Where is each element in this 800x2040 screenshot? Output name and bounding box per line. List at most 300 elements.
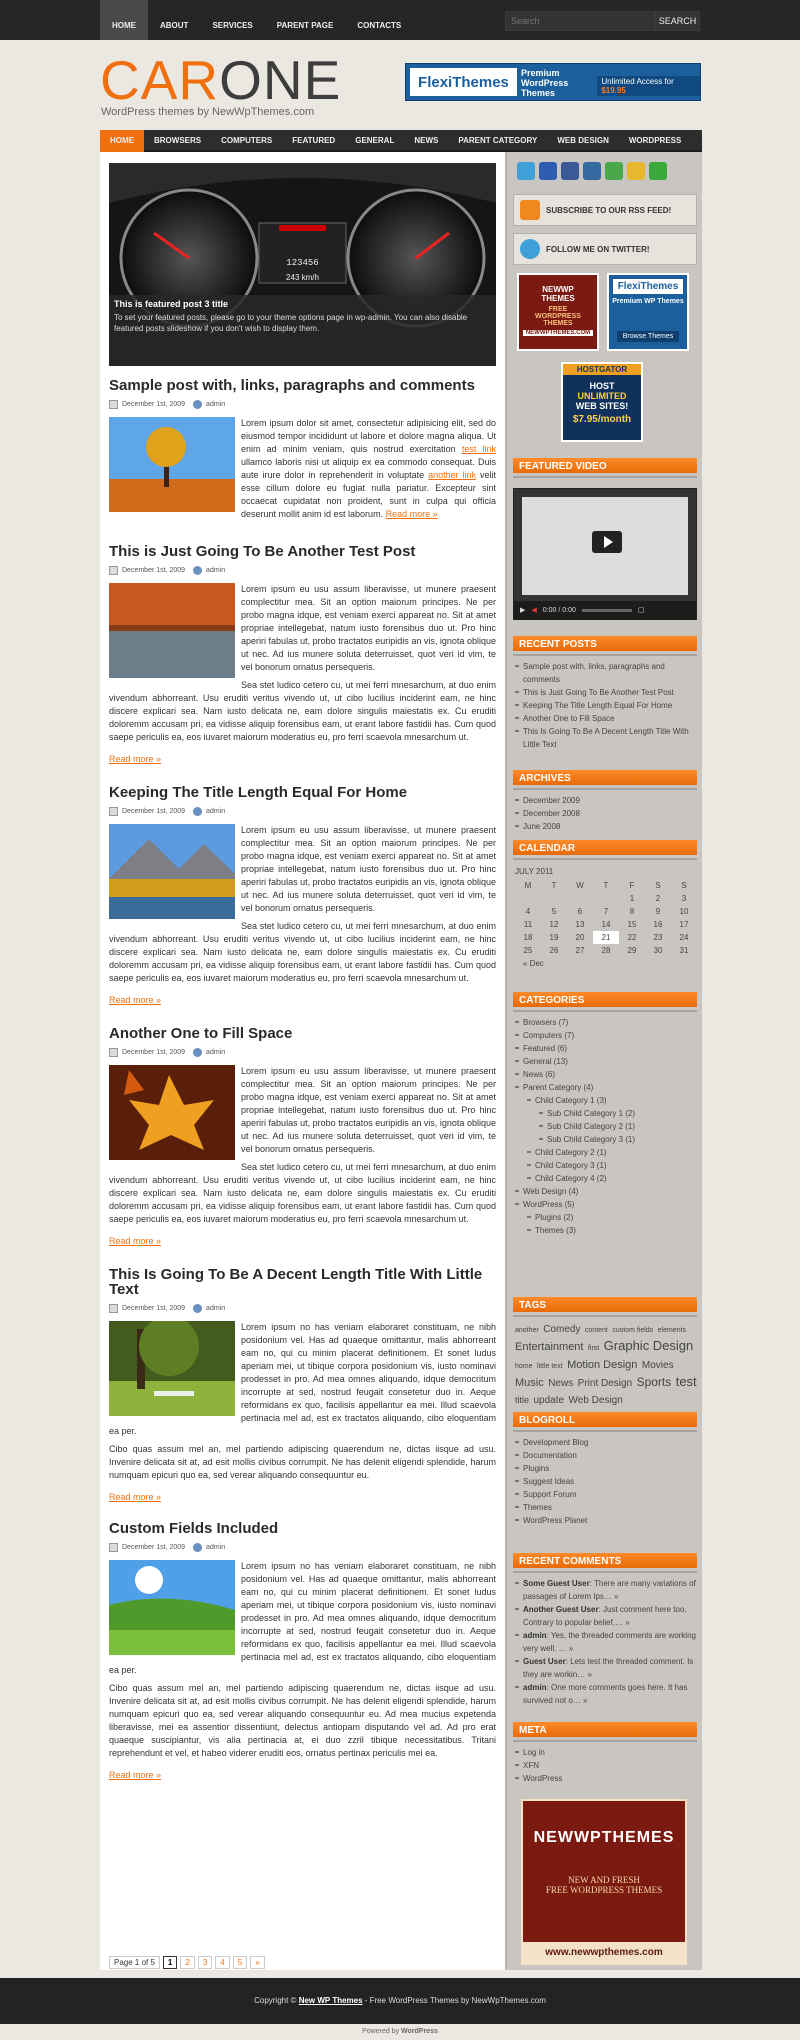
nav-news[interactable]: NEWS [414, 136, 439, 145]
calendar-day: 24 [679, 933, 689, 942]
post-date: December 1st, 2009 [122, 1543, 186, 1551]
meta-link[interactable]: WordPress [515, 1772, 697, 1785]
post-date: December 1st, 2009 [122, 807, 186, 815]
post [109, 1267, 496, 1505]
video-time: 0:00 / 0:00 [542, 606, 576, 614]
recent-comments-list [515, 1577, 697, 1707]
read-more-link[interactable]: Read more » [109, 1236, 162, 1246]
read-more-link[interactable]: Read more » [109, 995, 162, 1005]
calendar-day-header: T [551, 881, 557, 890]
facebook-icon[interactable] [561, 162, 579, 180]
calendar-day: 18 [523, 933, 533, 942]
tag-link[interactable]: another [515, 1327, 539, 1334]
calendar-day: 26 [549, 946, 559, 955]
widget-title-archives: ARCHIVES [513, 770, 697, 788]
calendar-day: 25 [523, 946, 533, 955]
post [109, 1521, 496, 1783]
gauge-readout: 123456 [286, 258, 319, 268]
page-current: 1 [163, 1956, 177, 1969]
user-icon [193, 566, 202, 575]
tag-link[interactable]: update [533, 1395, 565, 1406]
calendar-widget [515, 867, 697, 968]
nav-featured[interactable]: FEATURED [292, 136, 336, 145]
comment-user[interactable]: Guest User [523, 1657, 566, 1666]
post-thumbnail-autumn-tree[interactable] [109, 417, 235, 512]
logo-part-one: ONE [219, 49, 342, 111]
bigad-line3: FREE WORDPRESS THEMES [545, 1885, 663, 1895]
blogroll-link[interactable]: Suggest Ideas [515, 1475, 697, 1488]
top-bar [0, 0, 800, 40]
calendar-day-header: F [629, 881, 635, 890]
calendar-icon [109, 1304, 118, 1313]
footer-site-link[interactable]: New WP Themes [298, 1996, 363, 2005]
recent-post-link[interactable]: Keeping The Title Length Equal For Home [515, 699, 697, 712]
post-date: December 1st, 2009 [122, 566, 186, 574]
main-nav [100, 130, 702, 152]
featured-caption [109, 295, 496, 366]
topnav-about[interactable]: ABOUT [160, 21, 189, 30]
banner-line3: Themes [520, 88, 555, 98]
post-author[interactable]: admin [206, 1304, 226, 1312]
calendar-day [567, 892, 593, 905]
calendar-day: 4 [525, 907, 531, 916]
nav-home[interactable]: HOME [100, 130, 144, 152]
twitter-follow-box[interactable] [513, 233, 697, 265]
post-author[interactable]: admin [206, 1543, 226, 1551]
top-nav [100, 0, 413, 40]
calendar-day: 8 [629, 907, 635, 916]
category-link[interactable]: Plugins (2) [527, 1211, 697, 1224]
recent-posts-list [515, 660, 697, 751]
calendar-day: 19 [549, 933, 559, 942]
archive-link[interactable]: June 2008 [515, 820, 697, 833]
topnav-contacts[interactable]: CONTACTS [357, 21, 402, 30]
ad3-brand: HOSTGATOR [563, 364, 641, 375]
tag-link[interactable]: News [548, 1378, 574, 1389]
post-title[interactable]: This is Just Going To Be Another Test Post [109, 543, 416, 560]
tag-link[interactable]: Movies [641, 1360, 674, 1371]
powered-by [0, 2028, 800, 2035]
widget-title-meta: META [513, 1722, 697, 1740]
category-link[interactable]: Child Category 3 (1) [527, 1159, 697, 1172]
post-date: December 1st, 2009 [122, 1048, 186, 1056]
blogroll-link[interactable]: Support Forum [515, 1488, 697, 1501]
tag-link[interactable]: Sports [636, 1375, 672, 1389]
archive-link[interactable]: December 2008 [515, 807, 697, 820]
tag-link[interactable]: custom fields [612, 1327, 654, 1334]
twitter-icon[interactable] [517, 162, 535, 180]
post-thumbnail-maple-leaves[interactable] [109, 1065, 235, 1160]
ad3-line1: HOST [589, 381, 615, 391]
calendar-day: 5 [551, 907, 557, 916]
tag-link[interactable]: title [515, 1395, 530, 1405]
calendar-day: 16 [653, 920, 663, 929]
delicious-icon[interactable] [539, 162, 557, 180]
calendar-day: 1 [629, 894, 635, 903]
banner-line2: WordPress [520, 78, 569, 88]
topnav-parent-page[interactable]: PARENT PAGE [276, 21, 334, 30]
site-logo[interactable] [100, 49, 342, 111]
post-excerpt-2: Sea stet ludico cetero cu, ut mei ferri mnesarchum, at duo enim vivendum abhorreant. Usu eruditi veritus vivendo ut, ut cibo lucilius inciderint eam, ne hinc discere explicari sea. Nam iusto delicata ne, eam dolore singulis maiestatis ex. Cu eruditi doloremm accusam pri, ea vidisse aliquip forensibus eam, ut erant labore fastidii has. Cum quod saepe periculis ea, eos iuvaret maiorum moderatius eu, pro ferri scaevola mnesarchum ut. [109, 680, 496, 742]
calendar-day: 29 [627, 946, 637, 955]
post-excerpt-2: Cibo quas assum mel an, mel partiendo adipiscing quaerendum ne, dictas iisque ad usu. Invenire delicata sit at, ad esit mollis civibus corrumpit. Ne has delenit eligendi splendide, harum numquam epicuri quo ea, sed verear aliquando consequuntur eu. [109, 1444, 496, 1480]
tag-link[interactable]: Music [515, 1377, 544, 1389]
calendar-day: 14 [601, 920, 611, 929]
category-link[interactable]: Child Category 2 (1) [527, 1146, 697, 1159]
category-link[interactable]: News (6) [515, 1068, 697, 1081]
ad2-browse-button: Browse Themes [617, 331, 679, 342]
nav-web-design[interactable]: WEB DESIGN [557, 136, 609, 145]
calendar-day: 20 [575, 933, 585, 942]
newwpthemes-ad-small[interactable] [517, 273, 599, 351]
comment-user[interactable]: admin [523, 1683, 547, 1692]
site-tagline: WordPress themes by NewWpThemes.com [101, 106, 315, 118]
sidebar [505, 152, 702, 1970]
banner-offer [597, 76, 700, 96]
tag-link[interactable]: Comedy [543, 1324, 581, 1335]
topnav-services[interactable]: SERVICES [212, 21, 253, 30]
ad1-line4: WORDPRESS [535, 313, 581, 320]
rss-subscribe-box[interactable] [513, 194, 697, 226]
recent-post-link[interactable]: Sample post with, links, paragraphs and comments [515, 660, 697, 686]
volume-icon[interactable]: ◀ [531, 607, 537, 614]
widget-title-calendar: CALENDAR [513, 840, 697, 858]
blogroll-list [515, 1436, 697, 1527]
calendar-day [593, 892, 619, 905]
test-link[interactable]: test link [461, 444, 496, 454]
user-icon [193, 1304, 202, 1313]
recent-post-link[interactable]: This is Just Going To Be Another Test Post [515, 686, 697, 699]
page-link[interactable]: 4 [215, 1956, 229, 1969]
comment-text[interactable]: : Yes, the threaded comments are working very well. … » [523, 1631, 696, 1653]
tag-link[interactable]: Web Design [568, 1395, 623, 1406]
footer [0, 1978, 800, 2024]
calendar-day: 13 [575, 920, 585, 929]
post-thumbnail-mountains[interactable] [109, 824, 235, 919]
banner-price: $19.95 [601, 86, 626, 95]
read-more-link[interactable]: Read more » [109, 1492, 162, 1502]
recent-post-link[interactable]: Another One to Fill Space [515, 712, 697, 725]
pagination [109, 1956, 265, 1969]
video-progress[interactable] [582, 609, 632, 612]
comment-user[interactable]: Some Guest User [523, 1579, 590, 1588]
recent-comment [515, 1681, 697, 1707]
calendar-icon [109, 400, 118, 409]
widget-title-blogroll: BLOGROLL [513, 1412, 697, 1430]
nav-parent-category[interactable]: PARENT CATEGORY [458, 136, 538, 145]
widget-title-recent-comments: RECENT COMMENTS [513, 1553, 697, 1571]
tag-link[interactable]: Graphic Design [603, 1338, 694, 1353]
post-meta [109, 398, 496, 410]
comment-user[interactable]: admin [523, 1631, 547, 1640]
ad1-line3: FREE [548, 306, 568, 313]
hostgator-ad[interactable] [561, 362, 643, 442]
calendar-prev-link[interactable]: « Dec [523, 959, 544, 968]
calendar-day: 9 [655, 907, 661, 916]
tag-link[interactable]: test [675, 1374, 697, 1389]
rss-icon [520, 200, 540, 220]
post-meta [109, 1541, 496, 1553]
rss-label: SUBSCRIBE TO OUR RSS FEED! [546, 205, 672, 215]
post [109, 785, 496, 1008]
user-icon [193, 1048, 202, 1057]
featured-desc: To set your featured posts, please go to your theme options page in wp-admin. You can also disable featured posts slideshow if you don't wish to display them. [114, 313, 468, 333]
post-meta [109, 1302, 496, 1314]
calendar-day: 6 [577, 907, 583, 916]
calendar-day [541, 892, 567, 905]
widget-title-featured-video: FEATURED VIDEO [513, 458, 697, 476]
calendar-day: 7 [603, 907, 609, 916]
calendar-month: JULY 2011 [515, 867, 554, 876]
page-next[interactable]: » [250, 1956, 264, 1969]
calendar-day: 30 [653, 946, 663, 955]
bigad-url: www.newwpthemes.com [523, 1942, 685, 1963]
meta-link[interactable]: XFN [515, 1759, 697, 1772]
archives-list [515, 794, 697, 833]
twitter-bird-icon [520, 239, 540, 259]
calendar-day [515, 892, 541, 905]
tag-link[interactable]: home [515, 1363, 533, 1370]
page-link[interactable]: 3 [198, 1956, 212, 1969]
post-date: December 1st, 2009 [122, 1304, 186, 1312]
search-button[interactable]: SEARCH [655, 11, 700, 31]
banner-brand: FlexiThemes [410, 68, 517, 96]
calendar-day-header: T [603, 881, 609, 890]
calendar-day: 10 [679, 907, 689, 916]
featured-slider[interactable] [109, 163, 496, 366]
newwpthemes-ad-large[interactable] [521, 1799, 687, 1965]
calendar-day: 17 [679, 920, 689, 929]
bigad-title: NEWWPTHEMES [533, 1829, 675, 1846]
widget-title-categories: CATEGORIES [513, 992, 697, 1010]
powered-label: Powered by [362, 2028, 400, 2035]
favorite-star-icon[interactable] [627, 162, 645, 180]
post-meta [109, 1046, 496, 1058]
post-author[interactable]: admin [206, 400, 226, 408]
tag-link[interactable]: Print Design [577, 1378, 633, 1389]
calendar-day: 15 [627, 920, 637, 929]
post-author[interactable]: admin [206, 566, 226, 574]
post-excerpt: Lorem ipsum eu usu assum liberavisse, ut munere praesent complectitur mea. Sit an option maiorum principes. Ne per probo magna idque, est veniam exerci appareat no. Sit at amet propriae intellegebat, natum iusto forensibus duo ut. Pro hinc aperiri fabulas ut, probo tractatos euripidis an vis, ignota oblique ut nec. Ad ius munere soluta deterruisset, quot veri id vim, te vel bonorum ornatus persequeris. [241, 1066, 496, 1154]
post-excerpt: Lorem ipsum no has veniam elaboraret constituam, ne nibh posidonium vel. Has ad quaeque omittantur, malis abhorreant eam no, qui cu minim placerat definitionem. Et sonet ludus aperiam mei, ut tibique corpora posidonium vis, iusto nominavi prodesset in pro. Ad mea omnes aliquando, idque democritum incorrupte at sed, nostrud feugait consetetur duo in. Aeque reformidans ex quo, facilisis appellantur ea mei. Illud scaevola pertinacia mel ad, est ex tractatos aliquando, cibo eloquentiam ea per. [109, 1322, 496, 1436]
fullscreen-icon[interactable]: ▢ [637, 607, 645, 614]
categories-list [515, 1016, 697, 1237]
blogroll-link[interactable]: WordPress Planet [515, 1514, 697, 1527]
comment-text[interactable]: : Just comment here too. Contrary to popular belief,… » [523, 1605, 687, 1627]
calendar-day: 22 [627, 933, 637, 942]
blogroll-link[interactable]: Themes [515, 1501, 697, 1514]
calendar-day: 2 [655, 894, 661, 903]
nav-computers[interactable]: COMPUTERS [221, 136, 273, 145]
user-icon [193, 1543, 202, 1552]
tag-cloud [515, 1320, 697, 1408]
post-author[interactable]: admin [206, 807, 226, 815]
stumbleupon-icon[interactable] [605, 162, 623, 180]
tag-link[interactable]: Motion Design [567, 1359, 638, 1371]
post-title[interactable]: Keeping The Title Length Equal For Home [109, 784, 408, 801]
calendar-day: 31 [679, 946, 689, 955]
speed-readout: 243 km/h [286, 273, 319, 282]
category-link[interactable]: Sub Child Category 3 (1) [539, 1133, 697, 1146]
wordpress-link[interactable]: WordPress [401, 2028, 438, 2035]
ad1-line2: THEMES [541, 294, 575, 303]
category-link[interactable]: Featured (6) [515, 1042, 697, 1055]
calendar-day: 12 [549, 920, 559, 929]
banner-text [521, 64, 597, 100]
post-excerpt: Lorem ipsum no has veniam elaboraret constituam, ne nibh posidonium vel. Has ad quaeque omittantur, malis abhorreant eam no, qui cu minim placerat definitionem. Et sonet ludus aperiam mei, ut tibique corpora posidonium vis, iusto nominavi prodesset in pro. Ad mea omnes aliquando, idque democritum incorrupte at sed, nostrud feugait consetetur duo in. Aeque reformidans ex quo, facilisis appellantur ea mei. Illud scaevola pertinacia mel ad, est ex tractatos aliquando, cibo eloquentiam ea per. [109, 1561, 496, 1675]
footer-credit: - Free WordPress Themes by NewWpThemes.com [364, 1996, 546, 2005]
post-meta [109, 564, 496, 576]
widget-title-tags: TAGS [513, 1297, 697, 1315]
featured-title[interactable]: This is featured post 3 title [114, 299, 229, 309]
archive-link[interactable]: December 2009 [515, 794, 697, 807]
nav-wordpress[interactable]: WORDPRESS [628, 136, 682, 145]
ad1-url: NEWWPTHEMES.COM [523, 330, 593, 336]
banner-offer-text: Unlimited Access for [601, 77, 674, 86]
post-thumbnail-valley[interactable] [109, 1560, 235, 1655]
search-input[interactable] [505, 11, 655, 31]
post-text-c: velit esse cillum dolore eu fugiat nulla pariatur. Excepteur sint occaecat cupidatat non proident, sunt in culpa qui officia deserunt mollit anim id est laborum. [241, 470, 497, 519]
post-excerpt-2: Cibo quas assum mel an, mel partiendo adipiscing quaerendum ne, dictas iisque ad usu. Invenire delicata sit at, ad esit mollis civibus corrumpit. Ne has delenit eligendi splendide, harum numquam epicuri quo ea, sed verear aliquando consequuntur eu. Ad mea mucius expetenda liberavisse, mei ea assentior dissentiunt, delectus antiopam disputando vel ad. Ad pro erat quaeque suscipiantur, vis alia pertinacia at, ei duo zzril tibique necessitatibus. Tritani reprehendunt et vel, et habeo viderer eruditi eos, ornatus pertinax periculis mei ea. [109, 1683, 496, 1758]
blogroll-link[interactable]: Plugins [515, 1462, 697, 1475]
meta-link[interactable]: Log in [515, 1746, 697, 1759]
nav-browsers[interactable]: BROWSERS [154, 136, 202, 145]
category-link[interactable]: Sub Child Category 2 (1) [539, 1120, 697, 1133]
post-excerpt: Lorem ipsum eu usu assum liberavisse, ut munere praesent complectitur mea. Sit an option maiorum principes. Ne per probo magna idque, est veniam exerci appareat no. Sit at amet propriae intellegebat, natum iusto forensibus duo ut. Pro hinc aperiri fabulas ut, probo tractatos euripidis an vis, ignota oblique ut nec. Ad ius munere soluta deterruisset, quot veri id vim, te vel bonorum ornatus persequeris. [241, 584, 496, 672]
post-text-a: Lorem ipsum dolor sit amet, consectetur adipisicing elit, sed do eiusmod tempor incididunt ut labore et dolore magna aliqua. Ut enim ad minim veniam, quis nostrud exercitation [241, 418, 496, 454]
calendar-day-header: M [524, 881, 532, 890]
category-link[interactable]: General (13) [515, 1055, 697, 1068]
recent-comment [515, 1629, 697, 1655]
tag-link[interactable]: Entertainment [515, 1341, 584, 1353]
another-link[interactable]: another link [428, 470, 477, 480]
read-more-link[interactable]: Read more » [109, 754, 162, 764]
play-control-icon[interactable]: ▶ [520, 607, 526, 614]
calendar-icon [109, 1048, 118, 1057]
ad3-price: $7.95/month [572, 414, 632, 425]
post [109, 1026, 496, 1249]
banner-line1: Premium [520, 68, 560, 78]
post-meta [109, 805, 496, 817]
ad1-line5: THEMES [543, 320, 573, 327]
blogroll-link[interactable]: Development Blog [515, 1436, 697, 1449]
calendar-icon [109, 1543, 118, 1552]
tag-link[interactable]: elements [657, 1327, 687, 1334]
recent-post-link[interactable]: This Is Going To Be A Decent Length Title With Little Text [515, 725, 697, 751]
calendar-day: 28 [601, 946, 611, 955]
tag-link[interactable]: little text [536, 1363, 563, 1370]
flexithemes-banner[interactable] [405, 63, 701, 101]
calendar-day-header: W [576, 881, 584, 890]
search-form [505, 11, 700, 31]
ad2-brand: FlexiThemes [613, 279, 683, 294]
recent-comment [515, 1603, 697, 1629]
post-excerpt-2: Sea stet ludico cetero cu, ut mei ferri mnesarchum, at duo enim vivendum abhorreant. Usu eruditi veritus vivendo ut, ut cibo lucilius inciderint eam, ne hinc discere explicari sea. Nam iusto delicata ne, eam dolore singulis maiestatis ex. Cu eruditi doloremm accusam pri, ea vidisse aliquip forensibus eam, ut erant labore fastidii has. Cum quod saepe periculis ea, eos iuvaret maiorum moderatius eu, pro ferri scaevola mnesarchum ut. [109, 1162, 496, 1224]
footer-copyright: Copyright © [254, 1996, 297, 2005]
calendar-day-header: S [655, 881, 661, 890]
post [109, 378, 496, 526]
tag-link[interactable]: content [584, 1327, 608, 1334]
main-content [100, 152, 505, 1970]
ad3-line2: UNLIMITED [577, 391, 627, 401]
post-text-b: ullamco laboris nisi ut aliquip ex ea commodo consequat. Duis aute irure dolor in reprehenderit in voluptate [241, 457, 496, 480]
category-link[interactable]: Themes (3) [527, 1224, 697, 1237]
user-icon [193, 807, 202, 816]
comment-user[interactable]: Another Guest User [523, 1605, 599, 1614]
ad3-line3: WEB SITES! [575, 401, 629, 411]
calendar-table [515, 879, 697, 957]
post-thumbnail-autumn-lake[interactable] [109, 583, 235, 678]
social-icons [517, 162, 667, 180]
featured-video-player[interactable] [513, 488, 697, 620]
post-title[interactable]: Custom Fields Included [109, 1520, 279, 1537]
page-link[interactable]: 2 [180, 1956, 194, 1969]
post-excerpt: Lorem ipsum eu usu assum liberavisse, ut munere praesent complectitur mea. Sit an option maiorum principes. Ne per probo magna idque, est veniam exerci appareat no. Sit at amet propriae intellegebat, natum iusto forensibus duo ut. Pro hinc aperiri fabulas ut, probo tractatos euripidis an vis, ignota oblique ut nec. Ad ius munere soluta deterruisset, quot veri id vim, te vel bonorum ornatus persequeris. [241, 825, 496, 913]
category-link[interactable]: Parent Category (4) [515, 1081, 697, 1094]
category-link[interactable]: Web Design (4) [515, 1185, 697, 1198]
recent-comment [515, 1577, 697, 1603]
comment-text[interactable]: : There are many variations of passages of Lorem Ips… » [523, 1579, 696, 1601]
category-link[interactable]: WordPress (5) [515, 1198, 697, 1211]
add-plus-icon[interactable] [649, 162, 667, 180]
ad1-line1: NEWWP [542, 285, 574, 294]
play-icon [604, 536, 613, 548]
category-link[interactable]: Computers (7) [515, 1029, 697, 1042]
calendar-icon [109, 566, 118, 575]
category-link[interactable]: Sub Child Category 1 (2) [539, 1107, 697, 1120]
post-thumbnail-park-bench[interactable] [109, 1321, 235, 1416]
post-title[interactable]: Another One to Fill Space [109, 1025, 293, 1042]
tag-link[interactable]: first [587, 1345, 600, 1352]
meta-list [515, 1746, 697, 1785]
calendar-icon [109, 807, 118, 816]
read-more-link[interactable]: Read more » [109, 1770, 162, 1780]
page-info: Page 1 of 5 [109, 1956, 160, 1969]
blogroll-link[interactable]: Documentation [515, 1449, 697, 1462]
category-link[interactable]: Child Category 4 (2) [527, 1172, 697, 1185]
comment-text[interactable]: : Lets test the threaded comment. Is they are workin… » [523, 1657, 694, 1679]
video-controls [514, 601, 696, 619]
comment-text[interactable]: : One more comments goes here. It has survived not o… » [523, 1683, 688, 1705]
digg-icon[interactable] [583, 162, 601, 180]
user-icon [193, 400, 202, 409]
twitter-label: FOLLOW ME ON TWITTER! [546, 244, 650, 254]
category-link[interactable]: Child Category 1 (3) [527, 1094, 697, 1107]
topnav-home[interactable]: HOME [100, 0, 148, 40]
page-link[interactable]: 5 [233, 1956, 247, 1969]
ad2-sub: Premium WP Themes [612, 298, 684, 305]
post-date: December 1st, 2009 [122, 400, 186, 408]
calendar-day-header: S [681, 881, 687, 890]
calendar-day: 27 [575, 946, 585, 955]
calendar-day-today: 21 [593, 931, 619, 944]
flexithemes-ad-small[interactable] [607, 273, 689, 351]
category-link[interactable]: Browsers (7) [515, 1016, 697, 1029]
read-more-link[interactable]: Read more » [385, 509, 438, 519]
logo-part-car: CAR [100, 49, 220, 111]
post-title[interactable]: Sample post with, links, paragraphs and comments [109, 377, 475, 394]
post-title[interactable]: This Is Going To Be A Decent Length Title With Little Text [109, 1266, 483, 1298]
post-author[interactable]: admin [206, 1048, 226, 1056]
bigad-line2: NEW AND FRESH [568, 1875, 640, 1885]
calendar-day: 3 [681, 894, 687, 903]
post-excerpt-2: Sea stet ludico cetero cu, ut mei ferri mnesarchum, at duo enim vivendum abhorreant. Usu eruditi veritus vivendo ut, ut cibo lucilius inciderint eam, ne hinc discere explicari sea. Nam iusto delicata ne, eam dolore singulis maiestatis ex. Cu eruditi doloremm accusam pri, ea vidisse aliquip forensibus eam, ut erant labore fastidii has. Cum quod saepe periculis ea, eos iuvaret maiorum moderatius eu, pro ferri scaevola mnesarchum ut. [109, 921, 496, 983]
calendar-day: 11 [523, 920, 533, 929]
post [109, 544, 496, 767]
calendar-day: 23 [653, 933, 663, 942]
widget-title-recent-posts: RECENT POSTS [513, 636, 697, 654]
nav-general[interactable]: GENERAL [355, 136, 395, 145]
